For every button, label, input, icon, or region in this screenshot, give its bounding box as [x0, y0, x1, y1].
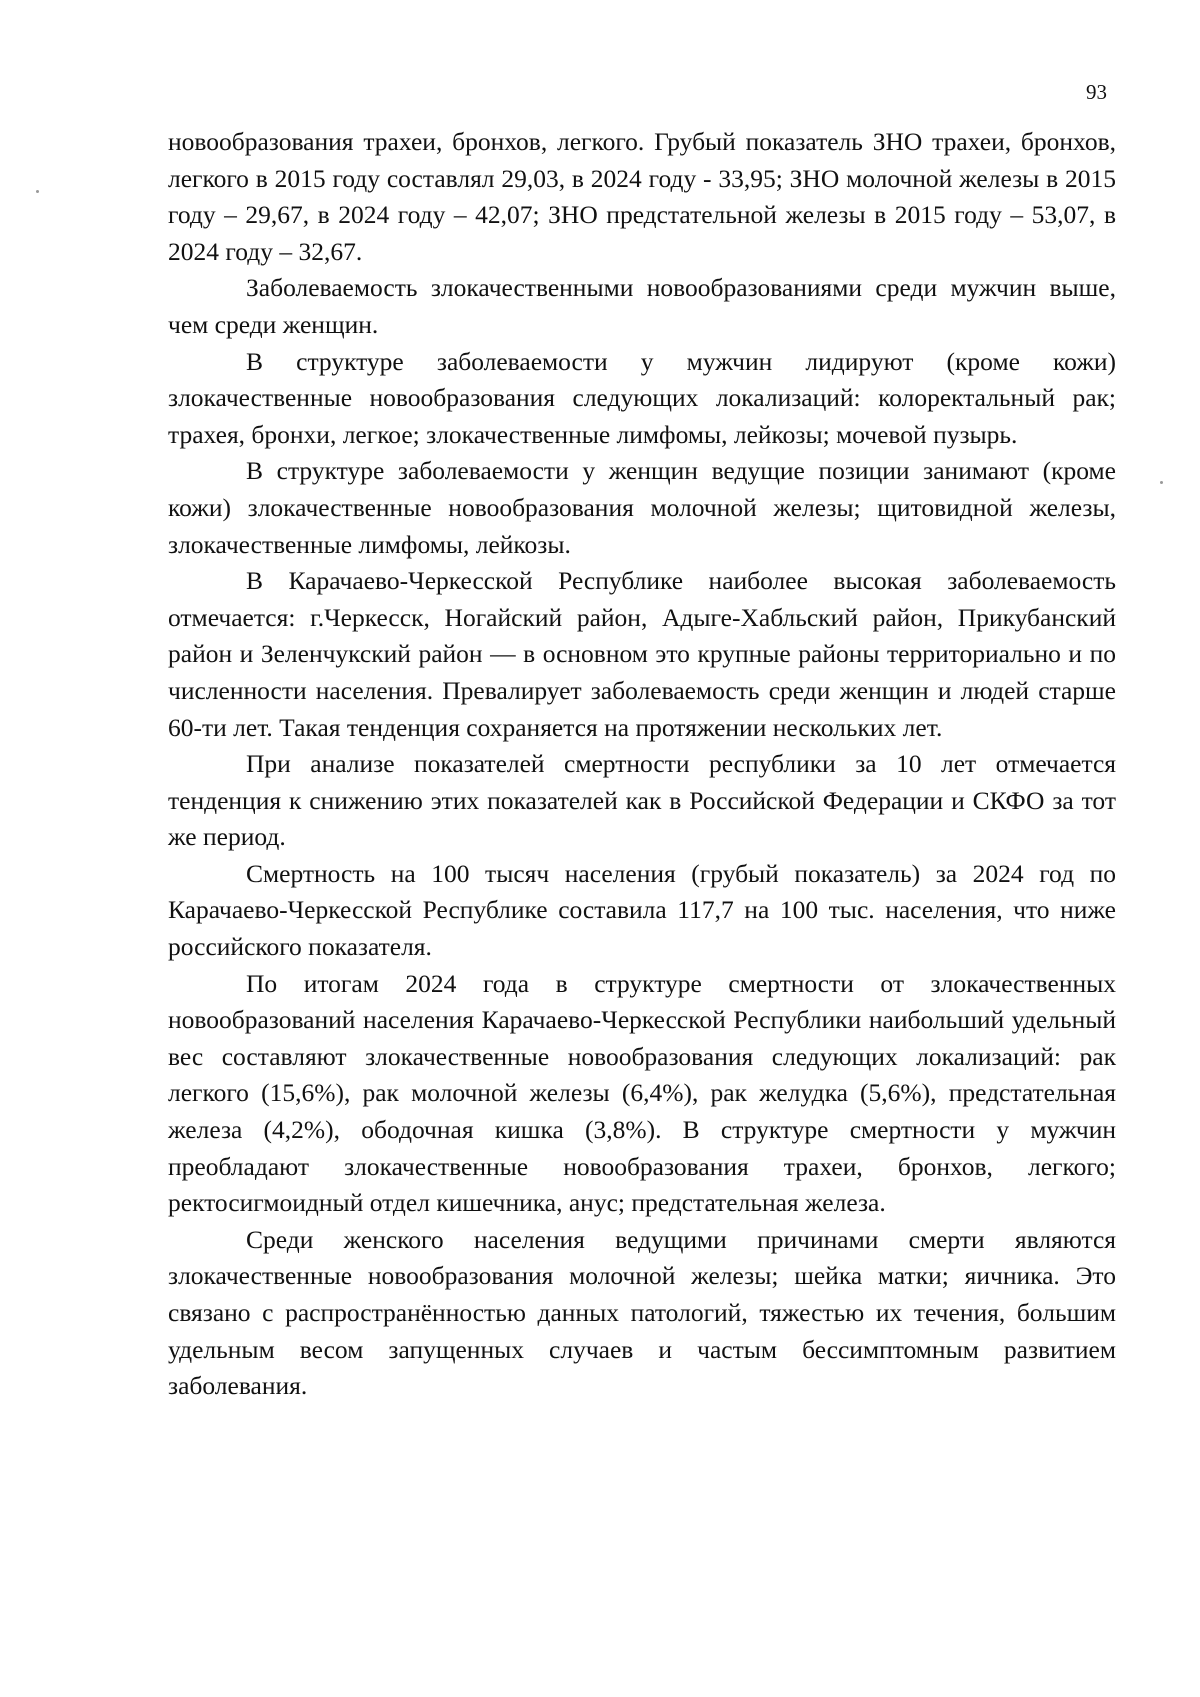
- paragraph-men-structure: В структуре заболеваемости у мужчин лидируют (кроме кожи) злокачественные новообразования следующих локализаций: колоректальный рак; трахея, бронхи, легкое; злокачественные лимфомы, лейкозы; мочевой пузырь.: [168, 346, 1116, 449]
- document-body: [168, 124, 1116, 1405]
- paragraph-men-vs-women: Заболеваемость злокачественными новообразованиями среди мужчин выше, чем среди женщин.: [168, 273, 1116, 339]
- scan-speck: [36, 190, 39, 193]
- paragraph-women-structure: В структуре заболеваемости у женщин ведущие позиции занимают (кроме кожи) злокачественные новообразования молочной железы; щитовидной железы, злокачественные лимфомы, лейкозы.: [168, 456, 1116, 559]
- paragraph-mortality-trend: При анализе показателей смертности республики за 10 лет отмечается тенденция к снижению этих показателей как в Российской Федерации и СКФО за тот же период.: [168, 749, 1116, 852]
- page-number: 93: [1086, 80, 1107, 104]
- paragraph-female-mortality: Среди женского населения ведущими причинами смерти являются злокачественные новообразования молочной железы; шейка матки; яичника. Это связано с распространённостью данных патологий, тяжестью их течения, большим удельным весом запущенных случаев и частым бессимптомным развитием заболевания.: [168, 1224, 1116, 1401]
- paragraph-regional-incidence: В Карачаево-Черкесской Республике наиболее высокая заболеваемость отмечается: г.Черкесск, Ногайский район, Адыге-Хабльский район, Прикубанский район и Зеленчукский район — в основном это крупные районы территориально и по численности населения. Превалирует заболеваемость среди женщин и людей старше 60-ти лет. Такая тенденция сохраняется на протяжении нескольких лет.: [168, 566, 1116, 742]
- paragraph-incidence-rates: новообразования трахеи, бронхов, легкого. Грубый показатель ЗНО трахеи, бронхов, легкого в 2015 году составлял 29,03, в 2024 году - 33,95; ЗНО молочной железы в 2015 году – 29,67, в 2024 году – 42,07; ЗНО предстательной железы в 2015 году – 53,07, в 2024 году – 32,67.: [168, 127, 1116, 266]
- scan-speck: [1160, 481, 1163, 484]
- paragraph-mortality-rate: Смертность на 100 тысяч населения (грубый показатель) за 2024 год по Карачаево-Черкесской Республике составила 117,7 на 100 тыс. населения, что ниже российского показателя.: [168, 858, 1116, 962]
- paragraph-mortality-structure: По итогам 2024 года в структуре смертности от злокачественных новообразований населения Карачаево-Черкесской Республики наибольший удельный вес составляют злокачественные новообразования следующих локализаций: рак легкого (15,6%), рак молочной железы (6,4%), рак желудка (5,6%), предстательная железа (4,2%), ободочная кишка (3,8%). В структуре смертности у мужчин преобладают злокачественные новообразования трахеи, бронхов, легкого; ректосигмоидный отдел кишечника, анус; предстательная железа.: [168, 968, 1116, 1218]
